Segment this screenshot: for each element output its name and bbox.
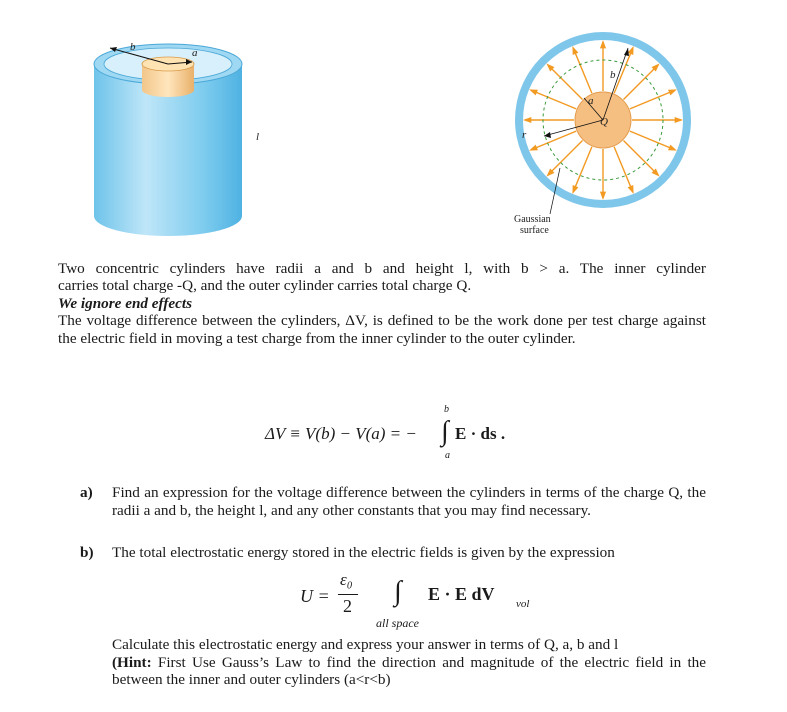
gaussian-caption-line1: Gaussian (514, 214, 551, 225)
question-b-text: The total electrostatic energy stored in the electric fields is given by the expression (112, 544, 615, 561)
hint-block (112, 654, 706, 689)
eq2-fraction-bar (338, 594, 358, 595)
label-a: a (192, 47, 198, 59)
question-a-text: Find an expression for the voltage difference between the cylinders in terms of the charge Q, the radii a and b, the height l, and any other constants that you may find necessary. (112, 484, 706, 519)
intro-line-1: Two concentric cylinders have radii a and b and height l, with b > a. The inner cylinder (58, 260, 706, 277)
gaussian-caption-line2: surface (520, 225, 549, 236)
gaussian-figure (488, 28, 728, 243)
calc-text: Calculate this electrostatic energy and express your answer in terms of Q, a, b and l (112, 636, 619, 653)
label-a-right: a (588, 95, 594, 107)
question-a (80, 484, 706, 519)
eq1-integral: ∫ (441, 416, 449, 447)
eq2-lower-limit: all space (376, 616, 419, 630)
eq2-lhs: U = (300, 586, 330, 606)
eq2-integral: ∫ (394, 576, 402, 607)
end-effects-note: We ignore end effects (58, 294, 192, 312)
hint-text: First Use Gauss’s Law to find the direction and magnitude of the electric field in the between the inner and outer cylinders (a<r<b) (112, 653, 706, 689)
cylinder-figure (88, 34, 268, 244)
intro-paragraph (58, 260, 706, 347)
eq1-lhs: ΔV ≡ V(b) − V(a) = − (265, 424, 417, 443)
eq2-subscript: vol (516, 598, 530, 610)
eq2-integrand: E · E dV (428, 584, 495, 604)
definition-text: The voltage difference between the cylinders, ΔV, is defined to be the work done per test charge against the electric field in moving a test charge from the inner cylinder to the outer cylinder. (58, 312, 706, 347)
intro-line-2: carries total charge -Q, and the outer cylinder carries total charge Q. (58, 277, 472, 295)
label-q: Q (600, 116, 608, 128)
eq1-lower-limit: a (445, 450, 450, 461)
hint-label: (Hint: (112, 653, 152, 671)
label-b: b (130, 41, 136, 53)
label-b-right: b (610, 69, 616, 81)
eq1-integrand: E · ds . (455, 424, 506, 443)
label-r: r (522, 129, 527, 141)
question-b-label: b) (80, 544, 94, 561)
eq2-numerator: ε₀ (340, 570, 353, 589)
calc-paragraph (112, 636, 706, 689)
question-b (80, 544, 706, 562)
eq2-denominator: 2 (343, 596, 352, 616)
eq1-upper-limit: b (444, 404, 449, 415)
question-a-label: a) (80, 484, 93, 501)
label-l: l (256, 131, 260, 143)
